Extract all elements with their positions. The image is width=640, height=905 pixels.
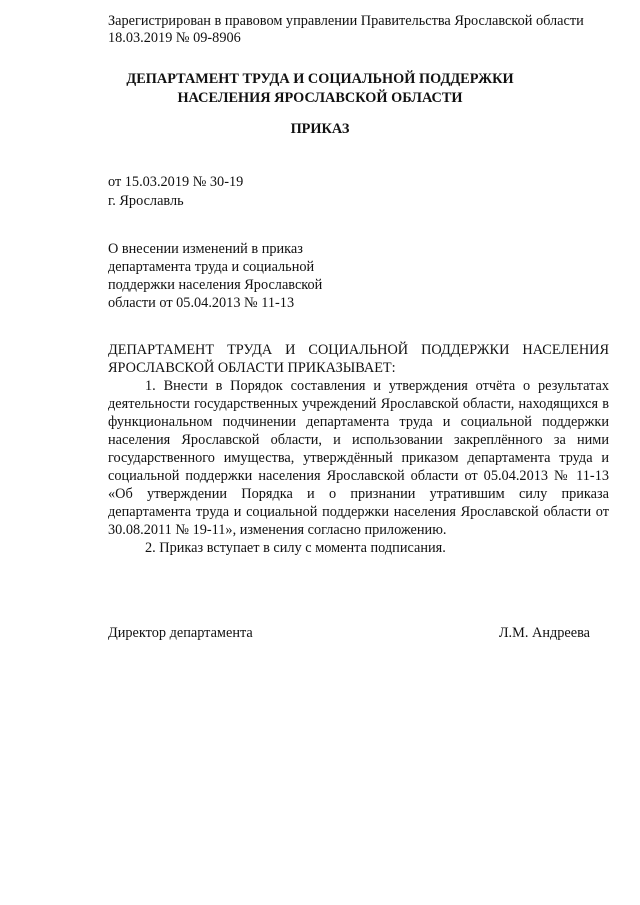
order-subject — [108, 240, 322, 312]
department-line-1: ДЕПАРТАМЕНТ ТРУДА И СОЦИАЛЬНОЙ ПОДДЕРЖКИ — [126, 71, 514, 87]
signatory-position: Директор департамента — [108, 625, 253, 641]
subject-line: поддержки населения Ярославской — [108, 277, 323, 293]
order-meta — [108, 173, 243, 211]
registration-line: Зарегистрирован в правовом управлении Правительства Ярославской области — [108, 13, 584, 29]
preamble-line-2: ЯРОСЛАВСКОЙ ОБЛАСТИ ПРИКАЗЫВАЕТ: — [108, 360, 396, 376]
department-line-2: НАСЕЛЕНИЯ ЯРОСЛАВСКОЙ ОБЛАСТИ — [177, 90, 463, 106]
order-date-number: от 15.03.2019 № 30-19 — [108, 174, 244, 190]
document-type-title: ПРИКАЗ — [290, 121, 350, 137]
order-body — [108, 341, 609, 557]
subject-line: области от 05.04.2013 № 11-13 — [108, 295, 295, 311]
registration-stamp — [108, 13, 584, 47]
order-city: г. Ярославль — [108, 193, 184, 209]
order-item-1: 1. Внести в Порядок составления и утверждения отчёта о результатах деятельности государственных учреждений Ярославской области, находящихся в функциональном подчинении департамента труда и социальной поддержки населения Ярославской области, и использовании закреплённого за ними государственного имущества, утверждённый приказом департамента труда и социальной поддержки населения Ярославской области от 05.04.2013 № 11-13 «Об утверждении Порядка и о признании утратившим силу приказа департамента труда и социальной поддержки населения Ярославской области от 30.08.2011 № 19-11», изменения согласно приложению. — [108, 378, 609, 538]
subject-line: О внесении изменений в приказ — [108, 241, 303, 257]
registration-date-number: 18.03.2019 № 09-8906 — [108, 30, 241, 46]
department-header — [0, 70, 640, 108]
preamble-line-1: ДЕПАРТАМЕНТ ТРУДА И СОЦИАЛЬНОЙ ПОДДЕРЖКИ НАСЕЛЕНИЯ — [108, 342, 609, 358]
signatory-name: Л.М. Андреева — [498, 625, 590, 641]
signature-block — [108, 625, 590, 642]
subject-line: департамента труда и социальной — [108, 259, 315, 275]
order-item-2: 2. Приказ вступает в силу с момента подписания. — [145, 540, 446, 556]
